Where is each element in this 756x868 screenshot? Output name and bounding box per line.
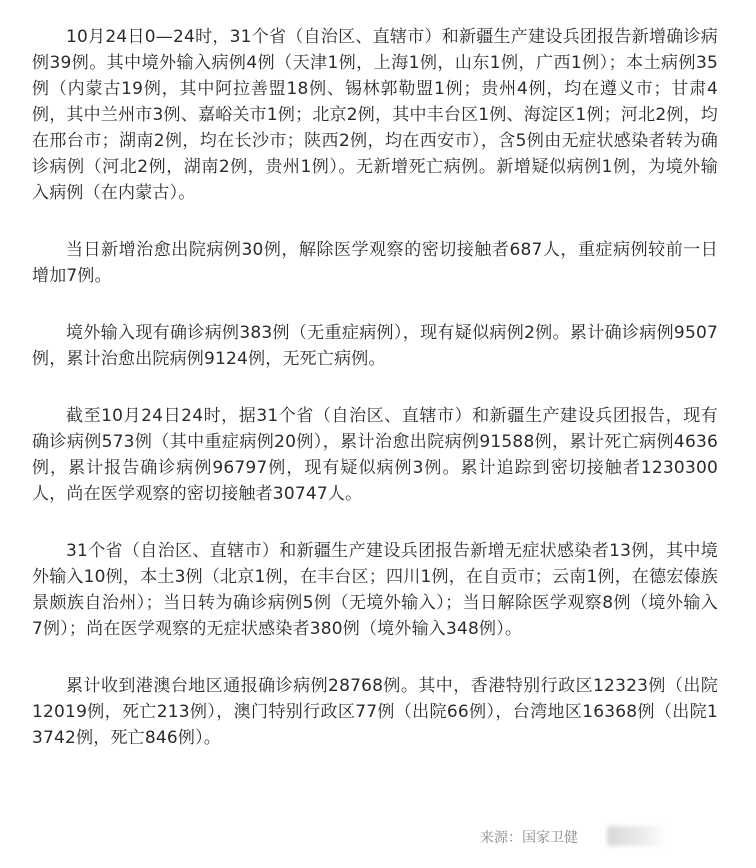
paragraph-imported-cases: 境外输入现有确诊病例383例（无重症病例），现有疑似病例2例。累计确诊病例9507例，累计治愈出院病例9124例，无死亡病例。 [32, 323, 718, 369]
paragraph-cumulative-totals: 截至10月24日24时，据31个省（自治区、直辖市）和新疆生产建设兵团报告，现有确诊病例573例（其中重症病例20例），累计治愈出院病例91588例，累计死亡病例4636例，累计报告确诊病例96797例，现有疑似病例3例。累计追踪到密切接触者1230300人，尚在医学观察的密切接触者30747人。 [32, 406, 718, 504]
paragraph-hk-macao-taiwan: 累计收到港澳台地区通报确诊病例28768例。其中，香港特别行政区12323例（出院12019例，死亡213例），澳门特别行政区77例（出院66例），台湾地区16368例（出院13742例，死亡846例）。 [32, 676, 718, 748]
blurred-watermark [607, 826, 667, 846]
paragraph-new-cases: 10月24日0—24时，31个省（自治区、直辖市）和新疆生产建设兵团报告新增确诊病例39例。其中境外输入病例4例（天津1例，上海1例，山东1例，广西1例）；本土病例35例（内蒙古19例，其中阿拉善盟18例、锡林郭勒盟1例；贵州4例，均在遵义市；甘肃4例，其中兰州市3例、嘉峪关市1例；北京2例，其中丰台区1例、海淀区1例；河北2例，均在邢台市；湖南2例，均在长沙市；陕西2例，均在西安市），含5例由无症状感染者转为确诊病例（河北2例，湖南2例，贵州1例）。无新增死亡病例。新增疑似病例1例，为境外输入病例（在内蒙古）。 [32, 27, 718, 203]
paragraph-asymptomatic: 31个省（自治区、直辖市）和新疆生产建设兵团报告新增无症状感染者13例，其中境外输入10例，本土3例（北京1例，在丰台区；四川1例，在自贡市；云南1例，在德宏傣族景颇族自治州）；当日转为确诊病例5例（无境外输入）；当日解除医学观察8例（境外输入7例）；尚在医学观察的无症状感染者380例（境外输入348例）。 [32, 541, 718, 639]
paragraph-recoveries: 当日新增治愈出院病例30例，解除医学观察的密切接触者687人，重症病例较前一日增加7例。 [32, 240, 718, 286]
article-body [32, 24, 718, 782]
source-attribution: 来源：国家卫健 [480, 830, 578, 846]
